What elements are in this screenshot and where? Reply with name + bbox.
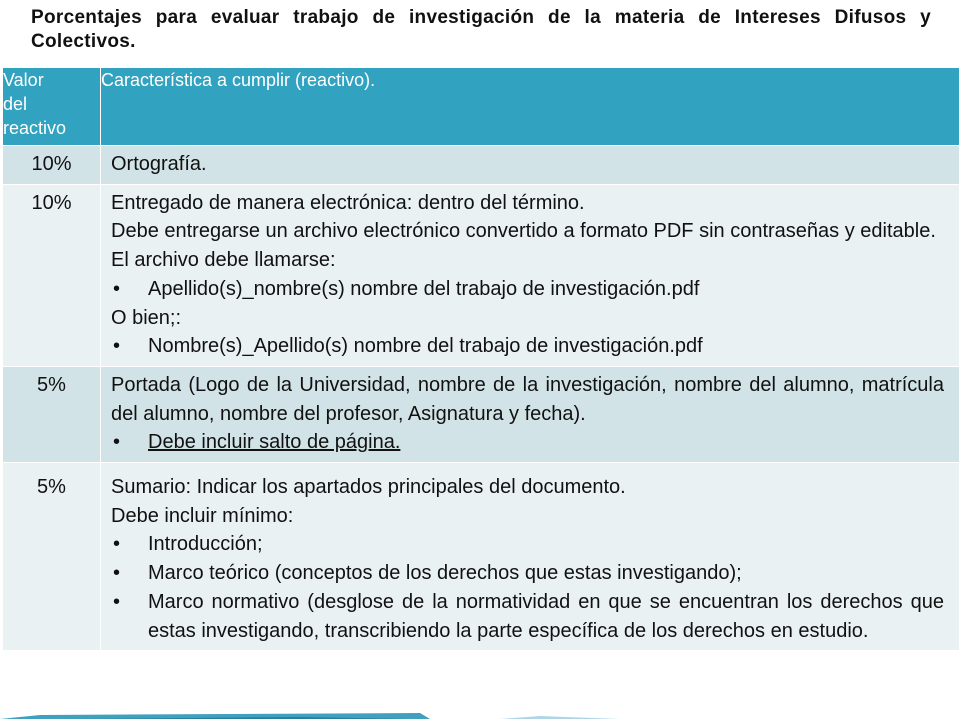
row-line: Entregado de manera electrónica: dentro del término. xyxy=(111,191,585,214)
row-line: O bien;: xyxy=(111,306,182,329)
bullet-text: Debe incluir salto de página. xyxy=(148,431,401,454)
row-description xyxy=(101,463,959,651)
bullet-dot: • xyxy=(113,431,121,454)
bullet-dot: • xyxy=(113,277,121,300)
table-row xyxy=(3,366,959,462)
bullet-text: Introducción; xyxy=(148,533,263,556)
row-value: 10% xyxy=(3,146,101,185)
bullet-text: Marco normativo (desglose de la normatividad en que se encuentran los derechos que estas investigando, transcribiendo la parte específica de los derechos en estudio. xyxy=(148,590,944,642)
bullet-dot: • xyxy=(113,335,121,358)
bullet-text: Marco teórico (conceptos de los derechos que estas investigando); xyxy=(148,562,742,585)
header-value xyxy=(3,68,101,146)
bottom-decoration xyxy=(0,709,959,719)
row-value: 5% xyxy=(3,366,101,462)
bullet-item xyxy=(111,332,944,361)
row-value: 5% xyxy=(3,463,101,651)
table-row xyxy=(3,463,959,651)
bullet-dot: • xyxy=(113,533,121,556)
row-description xyxy=(101,146,959,185)
header-characteristic: Característica a cumplir (reactivo). xyxy=(101,68,959,146)
row-line: Debe entregarse un archivo electrónico convertido a formato PDF sin contraseñas y editable. xyxy=(111,220,936,243)
bullet-text: Apellido(s)_nombre(s) nombre del trabajo de investigación.pdf xyxy=(148,277,700,300)
row-description xyxy=(101,366,959,462)
row-line: Ortografía. xyxy=(111,153,207,175)
bullet-dot: • xyxy=(113,590,121,613)
table-row xyxy=(3,146,959,185)
bullet-item xyxy=(111,275,944,304)
row-line: El archivo debe llamarse: xyxy=(111,249,336,272)
bullet-dot: • xyxy=(113,562,121,585)
row-line: Debe incluir mínimo: xyxy=(111,504,294,527)
header-value-line: Valor xyxy=(3,70,44,90)
table-header-row xyxy=(3,68,959,146)
table-row xyxy=(3,184,959,366)
row-value: 10% xyxy=(3,184,101,366)
bullet-item xyxy=(111,530,944,559)
row-line: Sumario: Indicar los apartados principales del documento. xyxy=(111,476,626,499)
row-description xyxy=(101,184,959,366)
header-value-line: reactivo xyxy=(3,118,67,138)
bullet-item xyxy=(111,588,944,645)
evaluation-table xyxy=(2,67,959,651)
bullet-item xyxy=(111,428,944,457)
header-value-line: del xyxy=(3,94,28,114)
bullet-text: Nombre(s)_Apellido(s) nombre del trabajo de investigación.pdf xyxy=(148,335,703,358)
bullet-item xyxy=(111,559,944,588)
page-title: Porcentajes para evaluar trabajo de investigación de la materia de Intereses Difusos y Colectivos. xyxy=(31,7,931,52)
row-line: Portada (Logo de la Universidad, nombre de la investigación, nombre del alumno, matrícula del alumno, nombre del profesor, Asignatura y fecha). xyxy=(111,373,944,425)
